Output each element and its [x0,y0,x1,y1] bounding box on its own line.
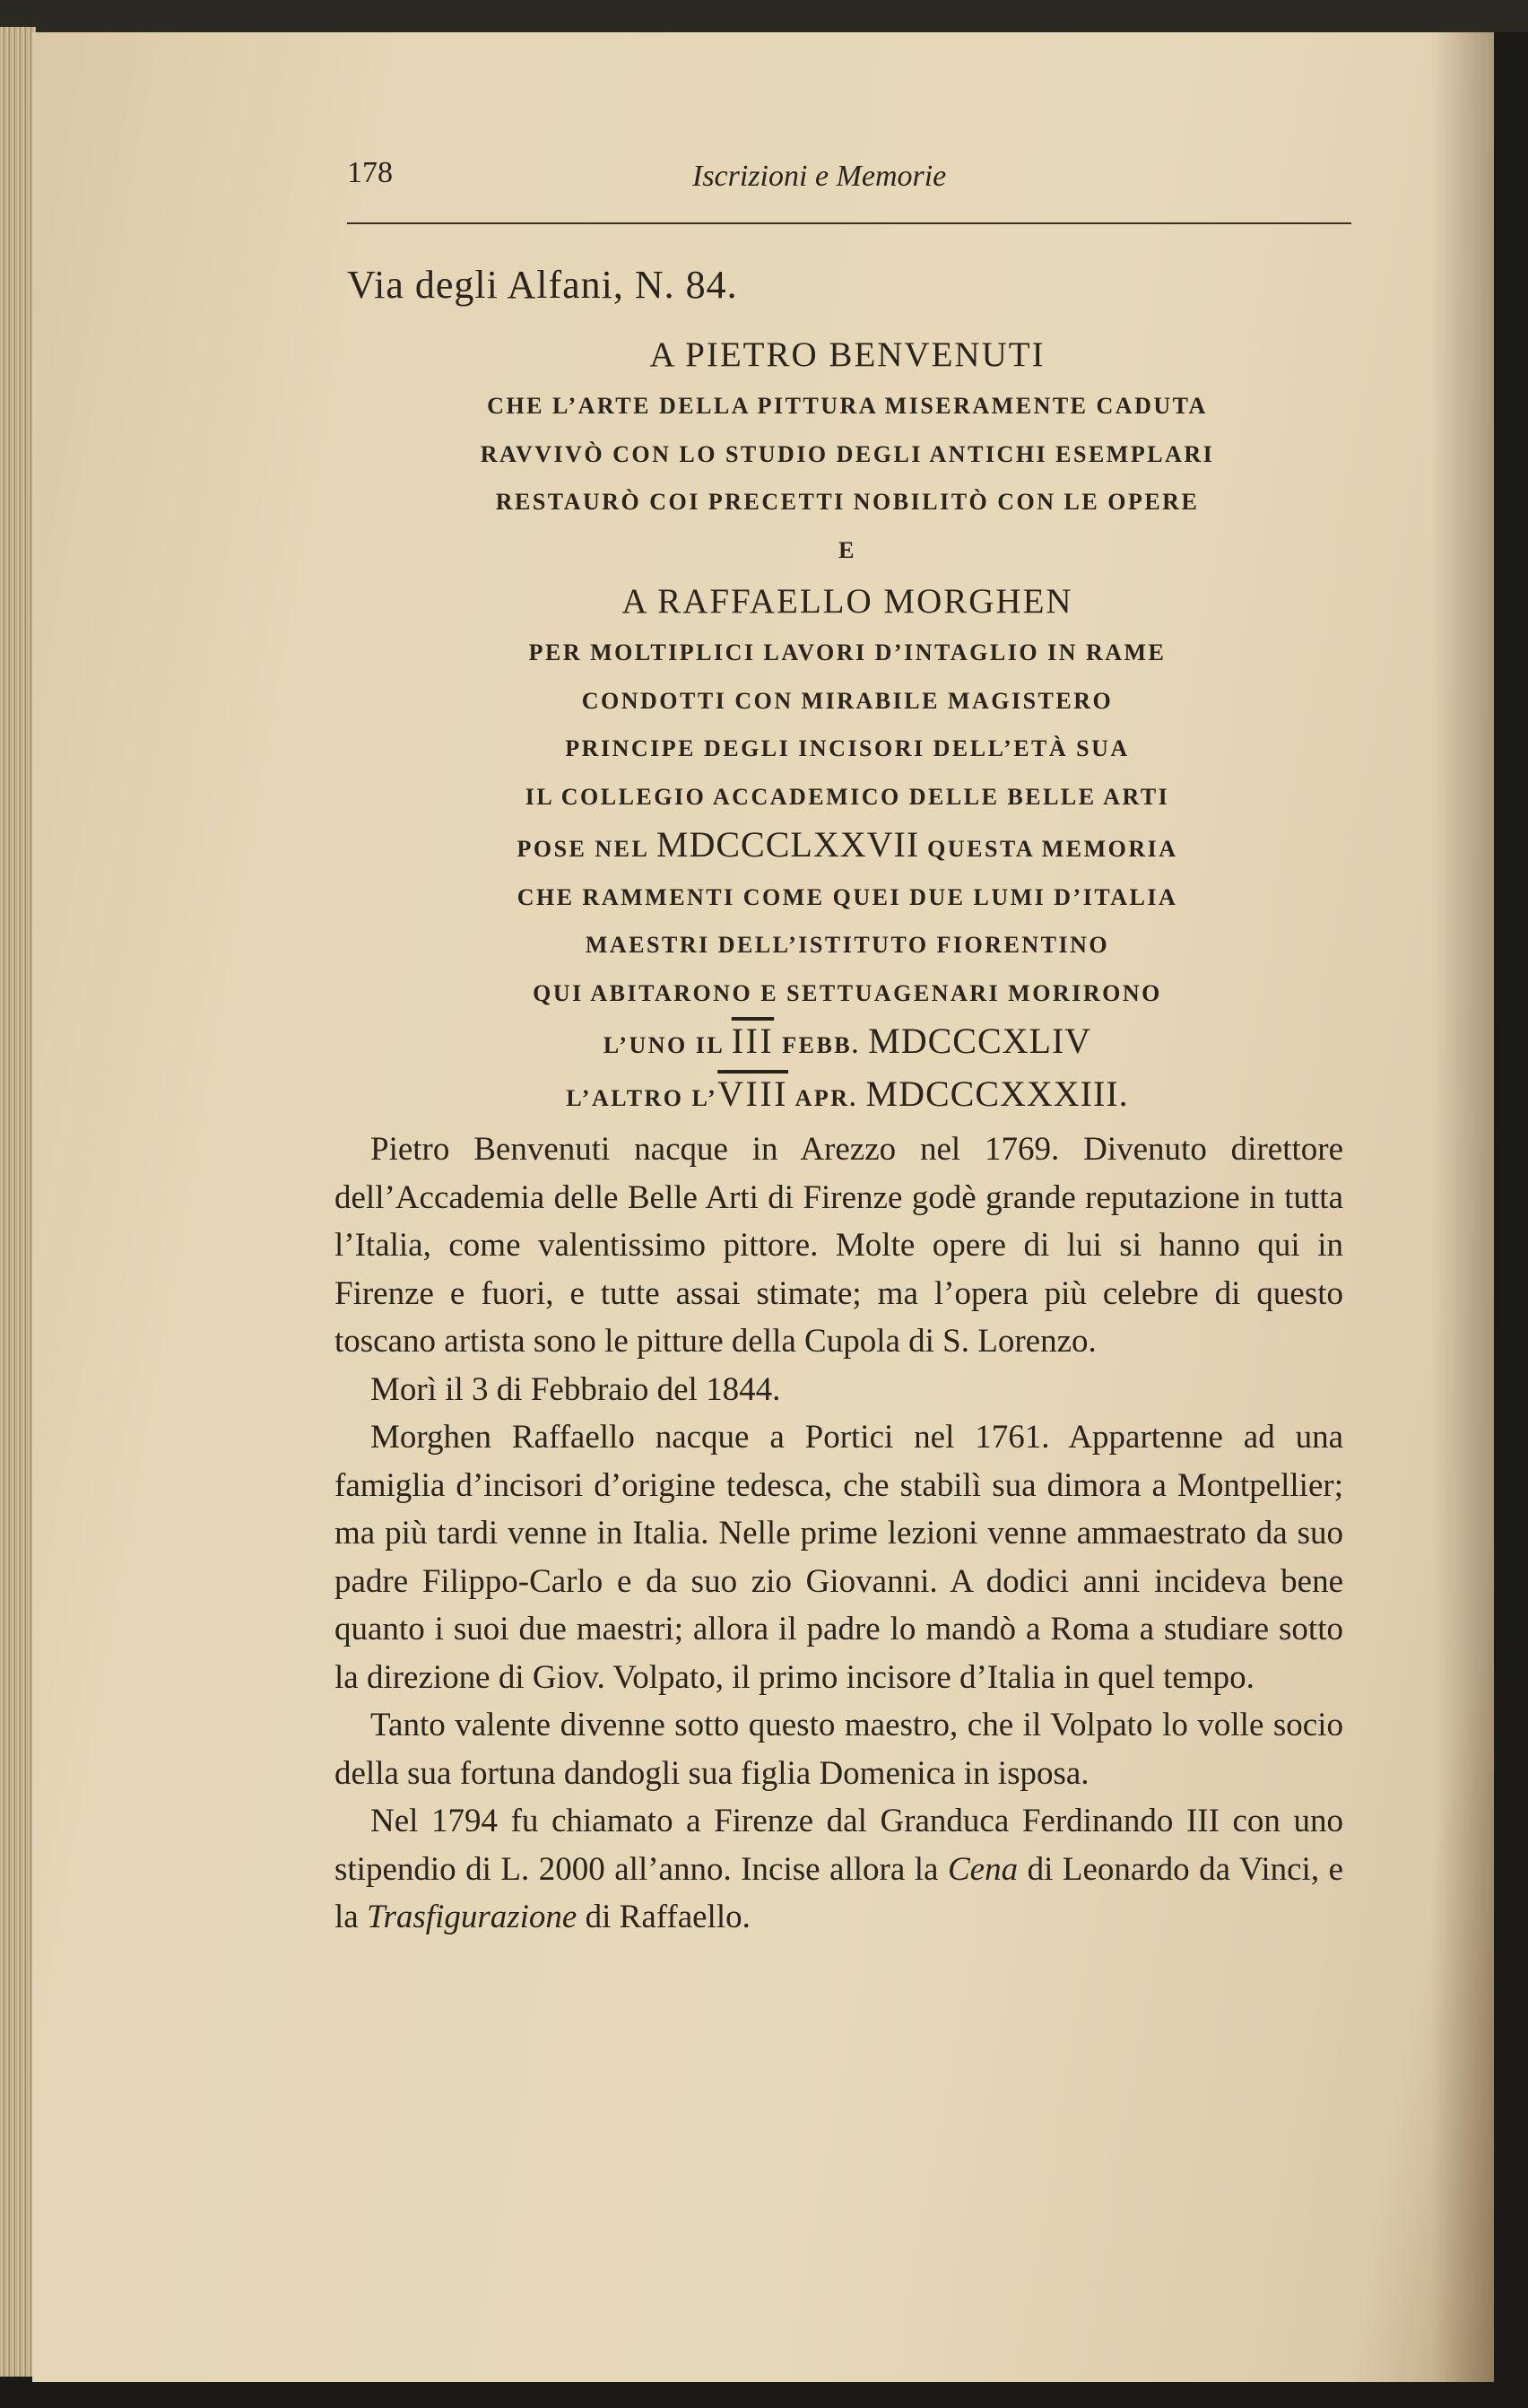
inscription-year: MDCCCXXXIII. [865,1073,1129,1114]
inscription-line [341,1017,1354,1070]
inscription-text: POSE NEL [517,836,648,862]
inscription-line: CHE L’ARTE DELLA PITTURA MISERAMENTE CADUTA [487,393,1208,419]
inscription-line: CONDOTTI CON MIRABILE MAGISTERO [581,687,1114,714]
inscription [341,327,1354,1122]
paragraph: Pietro Benvenuti nacque in Arezzo nel 1769. Divenuto direttore dell’Accademia delle Belle Arti di Firenze godè grande reputazione in tutta l’Italia, come valentissimo pittore. Molte opere di lui si hanno qui in Firenze e fuori, e tutte assai stimate; ma l’opera più celebre di questo toscano artista sono le pitture della Cupola di S. Lorenzo. [334,1131,1343,1360]
paragraph-text: di Raffaello. [577,1899,751,1935]
running-title: Iscrizioni e Memorie [692,160,947,193]
inscription-text: APR. [794,1084,858,1111]
inscription-line: QUI ABITARONO E SETTUAGENARI MORIRONO [533,979,1162,1006]
inscription-year: MDCCCXLIV [868,1021,1092,1061]
inscription-line: A RAFFAELLO MORGHEN [621,582,1073,621]
inscription-line: A PIETRO BENVENUTI [649,335,1046,374]
inscription-line [341,1070,1354,1123]
inscription-line: CHE RAMMENTI COME QUEI DUE LUMI D’ITALIA [517,883,1178,910]
paragraph: Tanto valente divenne sotto questo maestro, che il Volpato lo volle socio della sua fortuna dandogli sua figlia Domenica in isposa. [334,1707,1343,1792]
binding-shadow [1431,32,1494,2382]
inscription-year: MDCCCLXXVII [655,824,920,865]
scan-top-border [0,0,1528,32]
inscription-line: PER MOLTIPLICI LAVORI D’INTAGLIO IN RAME [528,639,1167,665]
page-header [347,156,1351,224]
inscription-line: RAVVIVÒ CON LO STUDIO DEGLI ANTICHI ESEMPLARI [480,440,1215,467]
inscription-text: FEBB. [782,1032,861,1058]
inscription-line: E [838,536,856,563]
paragraph-text: di Leonardo da Vinci, e la [334,1850,1344,1935]
inscription-text: L’ALTRO L’ [566,1084,718,1111]
inscription-day: $\overline{III}$ [731,1021,775,1061]
address-heading: Via degli Alfani, N. 84. [347,263,738,307]
paragraph: Morì il 3 di Febbraio del 1844. [370,1370,781,1408]
inscription-line: MAESTRI DELL’ISTITUTO FIORENTINO [585,932,1110,958]
inscription-line: IL COLLEGIO ACCADEMICO DELLE BELLE ARTI [525,783,1170,810]
paragraph: Morghen Raffaello nacque a Portici nel 1761. Appartenne ad una famiglia d’incisori d’origine tedesca, che stabilì sua dimora a Montpellier; ma più tardi venne in Italia. Nelle prime lezioni venne ammaestrato da suo padre Filippo-Carlo e da suo zio Giovanni. A dodici anni incideva bene quanto i suoi due maestri; allora il padre lo mandò a Roma a studiare sotto la direzione di Giov. Volpato, il primo incisore d’Italia in quel tempo. [334,1419,1343,1696]
inscription-text: QUESTA MEMORIA [927,836,1178,862]
page-number: 178 [347,156,393,189]
inscription-text: L’UNO IL [603,1032,724,1058]
inscription-line [341,821,1354,874]
paragraph [334,1797,1343,1942]
inscription-day: VIII [717,1073,789,1114]
artwork-title: Trasfigurazione [366,1899,577,1935]
paragraph-text: Nel 1794 fu chiamato a Firenze dal Granduca Ferdinando III con uno stipendio di L. 2000 all’anno. Incise allora la [334,1803,1343,1888]
book-page-edges [0,27,36,2377]
body-text [334,1126,1343,1942]
inscription-line: RESTAURÒ COI PRECETTI NOBILITÒ CON LE OPERE [495,489,1200,515]
artwork-title: Cena [947,1850,1019,1888]
inscription-line: PRINCIPE DEGLI INCISORI DELL’ETÀ SUA [565,735,1130,761]
